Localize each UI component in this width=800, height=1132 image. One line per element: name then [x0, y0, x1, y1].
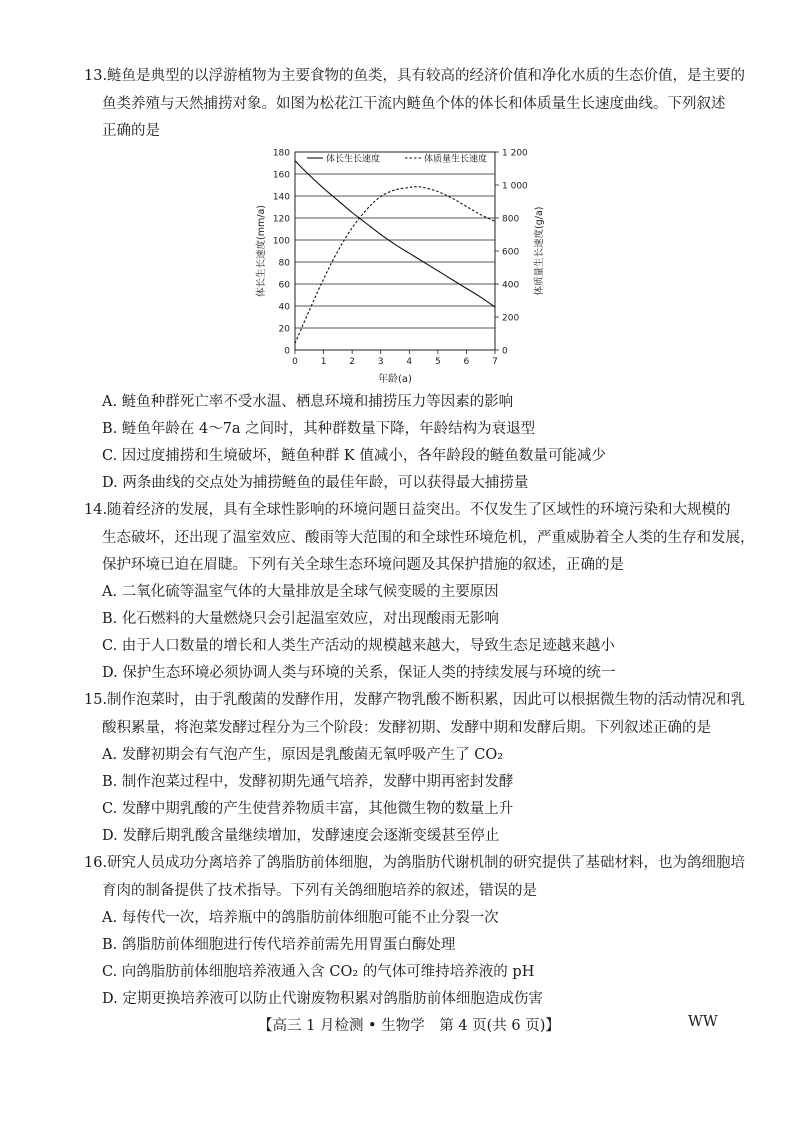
- growth-chart-svg: [250, 140, 550, 390]
- x-tick-label-7: 7: [492, 357, 498, 367]
- y-left-tick-label-3: 60: [278, 280, 290, 291]
- q13-option-a[interactable]: A. 鲢鱼种群死亡率不受水温、栖息环境和捕捞压力等因素的影响: [102, 394, 514, 410]
- q13-stem-line-2: 鱼类养殖与天然捕捞对象。如图为松花江干流内鲢鱼个体的体长和体质量生长速度曲线。下列叙述: [102, 96, 726, 112]
- x-tick-label-0: 0: [292, 357, 298, 367]
- legend-label-body-length: 体长生长速度: [326, 154, 381, 165]
- y-left-tick-label-7: 140: [272, 192, 290, 203]
- q15-option-b[interactable]: B. 制作泡菜过程中，发酵初期先通气培养，发酵中期再密封发酵: [102, 774, 514, 790]
- y-right-tick-label-1: 200: [502, 313, 520, 324]
- q16-option-a[interactable]: A. 每传代一次，培养瓶中的鸽脂肪前体细胞可能不止分裂一次: [102, 910, 499, 926]
- q15-stem-line-2: 酸积累量，将泡菜发酵过程分为三个阶段：发酵初期、发酵中期和发酵后期。下列叙述正确的是: [102, 720, 711, 736]
- q14-option-b[interactable]: B. 化石燃料的大量燃烧只会引起温室效应，对出现酸雨无影响: [102, 611, 499, 627]
- y-left-tick-label-8: 160: [272, 170, 290, 181]
- y-left-tick-label-0: 0: [284, 346, 290, 357]
- q16-stem-line-1: 16.研究人员成功分离培养了鸽脂肪前体细胞，为鸽脂肪代谢机制的研究提供了基础材料，也为鸽细胞培: [84, 855, 746, 871]
- y-right-tick-label-5: 1 000: [502, 181, 528, 192]
- q16-option-c[interactable]: C. 向鸽脂肪前体细胞培养液通入含 CO₂ 的气体可维持培养液的 pH: [102, 964, 535, 980]
- q15-stem-line-1: 15.制作泡菜时，由于乳酸菌的发酵作用，发酵产物乳酸不断积累，因此可以根据微生物的活动情况和乳: [84, 692, 746, 708]
- q14-stem-line-3: 保护环境已迫在眉睫。下列有关全球生态环境问题及其保护措施的叙述，正确的是: [102, 557, 624, 573]
- q16-stem-line-2: 育肉的制备提供了技术指导。下列有关鸽细胞培养的叙述，错误的是: [102, 883, 537, 899]
- x-tick-label-2: 2: [349, 357, 356, 367]
- x-tick-label-4: 4: [406, 357, 413, 367]
- q14-option-c[interactable]: C. 由于人口数量的增长和人类生产活动的规模越来越大，导致生态足迹越来越小: [102, 638, 615, 654]
- y-right-tick-label-0: 0: [502, 346, 508, 357]
- q13-option-d[interactable]: D. 两条曲线的交点处为捕捞鲢鱼的最佳年龄，可以获得最大捕捞量: [102, 475, 529, 491]
- q13-stem-line-3: 正确的是: [102, 123, 160, 139]
- y-right-axis-label: 体质量生长速度(g/a): [534, 206, 545, 296]
- q15-option-d[interactable]: D. 发酵后期乳酸含量继续增加，发酵速度会逐渐变缓甚至停止: [102, 828, 500, 844]
- q13-stem-line-1: 13.鲢鱼是典型的以浮游植物为主要食物的鱼类，具有较高的经济价值和净化水质的生态价值，是主要的: [84, 68, 746, 84]
- y-left-tick-label-2: 40: [278, 302, 290, 313]
- series-line-body-mass: [295, 187, 495, 344]
- y-right-tick-label-3: 600: [502, 247, 520, 258]
- q14-stem-line-2: 生态破坏，还出现了温室效应、酸雨等大范围的和全球性环境危机，严重威胁着全人类的生存和发展，: [102, 530, 755, 546]
- q15-option-a[interactable]: A. 发酵初期会有气泡产生，原因是乳酸菌无氧呼吸产生了 CO₂: [102, 747, 504, 763]
- y-left-axis-label: 体长生长速度(mm/a): [256, 205, 267, 297]
- q13-option-c[interactable]: C. 因过度捕捞和生境破坏，鲢鱼种群 K 值减小，各年龄段的鲢鱼数量可能减少: [102, 448, 606, 464]
- q15-option-c[interactable]: C. 发酵中期乳酸的产生使营养物质丰富，其他微生物的数量上升: [102, 801, 514, 817]
- q16-option-d[interactable]: D. 定期更换培养液可以防止代谢废物积累对鸽脂肪前体细胞造成伤害: [102, 991, 543, 1007]
- q14-option-a[interactable]: A. 二氧化硫等温室气体的大量排放是全球气候变暖的主要原因: [102, 584, 499, 600]
- page-footer: 【高三 1 月检测 • 生物学 第 4 页(共 6 页)】: [258, 1018, 560, 1034]
- legend-label-body-mass: 体质量生长速度: [424, 154, 488, 165]
- y-left-tick-label-6: 120: [272, 214, 290, 225]
- q13-option-b[interactable]: B. 鲢鱼年龄在 4～7a 之间时，其种群数量下降，年龄结构为衰退型: [102, 421, 536, 437]
- y-right-tick-label-4: 800: [502, 214, 520, 225]
- y-left-tick-label-1: 20: [278, 324, 290, 335]
- growth-chart: [250, 140, 550, 390]
- q16-option-b[interactable]: B. 鸽脂肪前体细胞进行传代培养前需先用胃蛋白酶处理: [102, 937, 456, 953]
- y-right-tick-label-2: 400: [502, 280, 520, 291]
- y-left-tick-label-4: 80: [278, 258, 290, 269]
- x-tick-label-6: 6: [463, 357, 470, 367]
- y-left-tick-label-9: 180: [272, 148, 290, 159]
- x-tick-label-5: 5: [434, 357, 441, 367]
- y-left-tick-label-5: 100: [272, 236, 290, 247]
- x-tick-label-1: 1: [320, 357, 327, 367]
- q14-stem-line-1: 14.随着经济的发展，具有全球性影响的环境问题日益突出。不仅发生了区域性的环境污染和大规模的: [84, 502, 731, 518]
- x-axis-label: 年龄(a): [378, 374, 412, 385]
- y-right-tick-label-6: 1 200: [502, 148, 528, 159]
- footer-code: WW: [688, 1014, 718, 1030]
- plot-frame: [295, 152, 495, 350]
- q14-option-d[interactable]: D. 保护生态环境必须协调人类与环境的关系，保证人类的持续发展与环境的统一: [102, 665, 616, 681]
- series-line-body-length: [295, 161, 495, 307]
- x-tick-label-3: 3: [377, 357, 384, 367]
